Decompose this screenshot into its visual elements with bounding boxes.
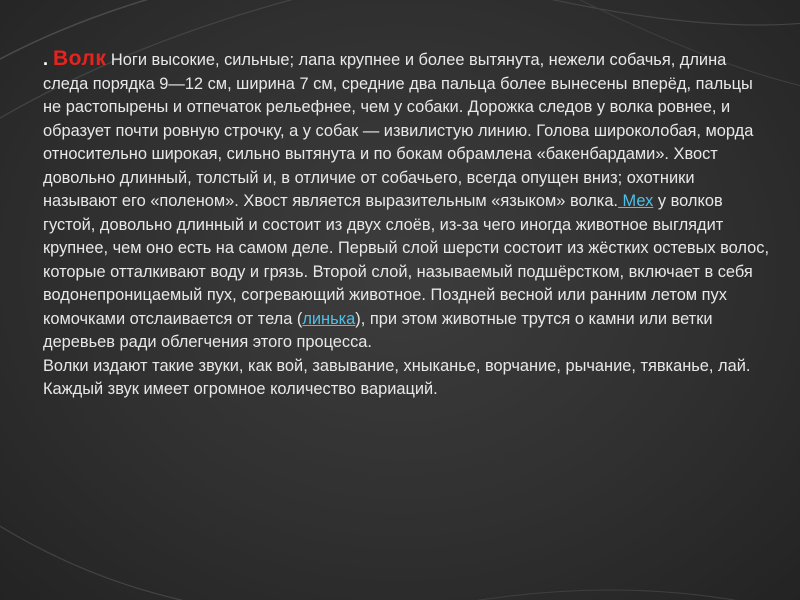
title-prefix: . — [43, 49, 54, 69]
decorative-curve-3 — [470, 0, 800, 25]
paragraph-text-part-2: у волков густой, довольно длинный и состоит из двух слоёв, из-за чего иногда животное выглядит крупнее, чем оно есть на самом деле. Первый слой шерсти состоит из жёстких остевых волос, которые отталкивают воду и грязь. Второй слой, называемый подшёрстком, включает в себя водонепроницаемый пух, согревающий животное. Поздней весной или ранним летом пух комочками отслаивается от тела ( — [43, 192, 770, 328]
paragraph-text-part-3: ), при этом животные трутся о камни или ветки деревьев ради облегчения этого процесса. — [43, 309, 713, 351]
fur-link[interactable]: Мех — [618, 192, 654, 210]
slide-title: Волк — [53, 47, 107, 70]
paragraph-text-part-1: Ноги высокие, сильные; лапа крупнее и более вытянута, нежели собачья, длина следа порядка 9—12 см, ширина 7 см, средние два пальца более вынесены вперёд, пальцы не растопырены и отпечаток рельефнее, чем у собаки. Дорожка следов у волка ровнее, и образует почти ровную строчку, а у собак — извилистую линию. Голова широколобая, морда относительно широкая, сильно вытянута и по бокам обрамлена «бакенбардами». Хвост довольно длинный, толстый и, в отличие от собачьего, всегда опущен вниз; охотники называют его «поленом». Хвост является выразительным «языком» волка. — [43, 51, 754, 210]
paragraph-description — [43, 47, 773, 355]
decorative-curve-6 — [380, 590, 800, 600]
slide-body — [43, 47, 773, 402]
decorative-curve-5 — [0, 520, 420, 600]
paragraph-sounds: Волки издают такие звуки, как вой, завывание, хныканье, ворчание, рычание, тявканье, лай. Каждый звук имеет огромное количество вариаций. — [43, 356, 751, 398]
molting-link[interactable]: линька — [302, 309, 356, 328]
